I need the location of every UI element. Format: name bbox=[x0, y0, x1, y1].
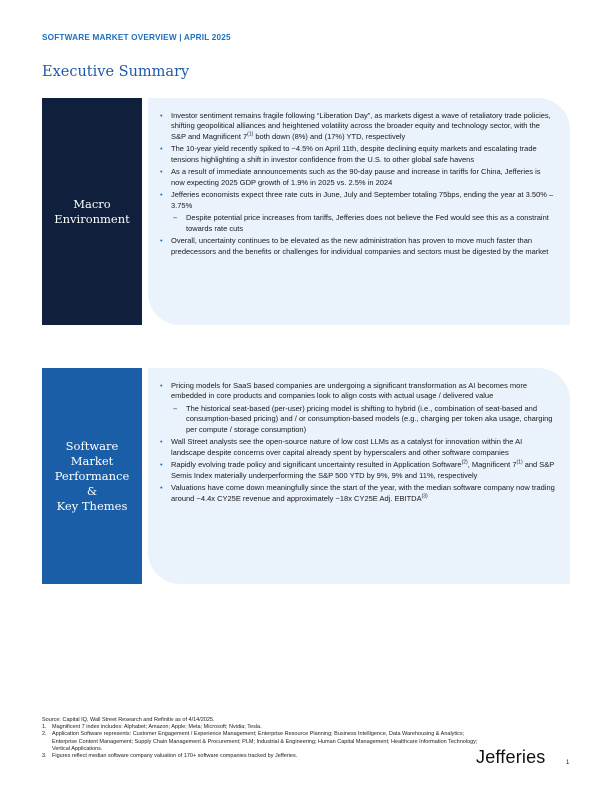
bullet-item: • As a result of immediate announcements such as the 90-day pause and increase in tariffs for China, Jefferies is now expecting 2025 GDP growth of 1.9% in 2025 vs. 2.5% in 2024 bbox=[160, 167, 556, 188]
section-label: Software Market Performance & Key Themes bbox=[42, 368, 142, 584]
footnotes bbox=[42, 717, 482, 760]
bullet-item: • Overall, uncertainty continues to be elevated as the new administration has proven to move much faster than predecessors and the benefits or challenges for individual companies and sectors must be digested by the market bbox=[160, 236, 556, 257]
footnote bbox=[42, 724, 482, 731]
bullet-item: • Wall Street analysts see the open-source nature of low cost LLMs as a catalyst for innovation within the AI landscape despite concerns over capital already spent by hyperscalers and other software companies bbox=[160, 437, 556, 458]
bullet-list bbox=[160, 381, 556, 504]
footnote bbox=[42, 753, 482, 760]
footnote bbox=[42, 731, 482, 753]
footnote bbox=[42, 717, 482, 724]
footnote-text: Application Software represents: Customer Engagement / Experience Management; Enterprise Resource Planning; Business Intelligence, Data Warehousing & Analytics; Enterprise Content Management; Supply Chain Management & Procurement; PLM; Industrial & Engineering; Human Capital Management; Healthcare Information Technology; Vertical Applications. bbox=[52, 731, 478, 752]
bullet-item: • Jefferies economists expect three rate cuts in June, July and September totaling 75bps, ending the year at 3.50% – 3.75% bbox=[160, 190, 556, 211]
jefferies-logo: Jefferies bbox=[476, 747, 546, 767]
bullet-item: • Pricing models for SaaS based companies are undergoing a significant transformation as AI becomes more embedded in core products and companies look to align costs with actual usage / delivered value bbox=[160, 381, 556, 402]
report-header-label: SOFTWARE MARKET OVERVIEW | APRIL 2025 bbox=[42, 33, 231, 42]
bullet-list bbox=[160, 111, 556, 257]
footnote-text: Magnificent 7 index includes: Alphabet; Amazon; Apple; Meta; Microsoft; Nvidia; Tesla. bbox=[52, 724, 262, 731]
footnote-number: 2. bbox=[42, 731, 47, 738]
bullet-item: • Valuations have come down meaningfully since the start of the year, with the median software company now trading around ~4.4x CY25E revenue and approximately ~18x CY25E Adj. EBITDA$^{(3)}$ bbox=[160, 483, 556, 504]
section-content bbox=[148, 98, 570, 325]
section-software-market bbox=[42, 368, 570, 584]
bullet-item: • Rapidly evolving trade policy and significant uncertainty resulted in Application Software$^{(2)}$, Magnificent 7$^{(1)}$ and S&P Semis Index materially underperforming the S&P 500 YTD by 9%, 9% and 11%, respectively bbox=[160, 460, 556, 481]
sub-bullet-item: – The historical seat-based (per-user) pricing model is shifting to hybrid (i.e., combination of seat-based and consumption-based pricing) and / or consumption-based models (e.g., charging per token aka usage, charging per compute / storage consumption) bbox=[160, 404, 556, 435]
sub-bullet-item: – Despite potential price increases from tariffs, Jefferies does not believe the Fed would see this as a constraint towards rate cuts bbox=[160, 213, 556, 234]
footnote-text: Figures reflect median software company valuation of 170+ software companies tracked by Jefferies. bbox=[52, 753, 298, 760]
footnote-number: 1. bbox=[42, 724, 47, 731]
page-number: 1 bbox=[566, 760, 570, 766]
bullet-item: • The 10-year yield recently spiked to ~4.5% on April 11th, despite declining equity markets and escalating trade tensions highlighting a shift in investor confidence from the U.S. to other global safe havens bbox=[160, 144, 556, 165]
footnote-text: Source: Capital IQ, Wall Street Research and Refinitiv as of 4/14/2025. bbox=[42, 717, 215, 723]
section-content bbox=[148, 368, 570, 584]
section-macro-environment bbox=[42, 98, 570, 325]
section-label: Macro Environment bbox=[42, 98, 142, 325]
page-title: Executive Summary bbox=[42, 64, 190, 80]
footnote-number: 3. bbox=[42, 753, 47, 760]
bullet-item: • Investor sentiment remains fragile following “Liberation Day”, as markets digest a wave of retaliatory trade policies, shifting geopolitical alliances and heightened volatility across the broader equity and technology sector, with the S&P and Magnificent 7$^{(1)}$ both down (8%) and (17%) YTD, respectively bbox=[160, 111, 556, 142]
